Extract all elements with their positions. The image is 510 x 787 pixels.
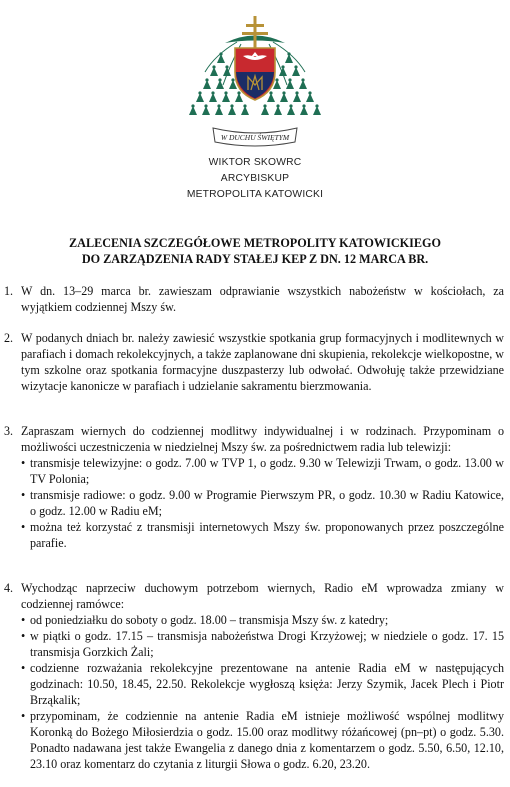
section-3: [4, 423, 504, 551]
tassel-knot: [204, 104, 207, 107]
tassel-knot: [295, 91, 298, 94]
tassel-knot: [288, 78, 291, 81]
list-item: • transmisje radiowe: o godz. 9.00 w Programie Pierwszym PR, o godz. 10.30 w Radiu Katowice, o godz. 12.00 w Radiu eM;: [21, 487, 504, 519]
tassel-knot: [217, 104, 220, 107]
tassel-knot: [218, 78, 221, 81]
tassel-knot: [205, 78, 208, 81]
broadcast-list: [21, 455, 504, 551]
tassel-knot: [281, 65, 284, 68]
tassel-knot: [231, 78, 234, 81]
list-item: • przypominam, że codziennie na antenie Radia eM istnieje możliwość wspólnej modlitwy Koronką do Bożego Miłosierdzia o godz. 15.00 oraz modlitwy różańcowej (pn–pt) o godz. 5.30. Ponadto nadawana jest także Ewangelia z danego dnia z komentarzem o godz. 5.50, 6.50, 12.10, 23.10 oraz komentarz do czytania z liturgii Słowa o godz. 6.20, 23.20.: [21, 708, 504, 772]
tassel-knot: [191, 104, 194, 107]
issuer-see: METROPOLITA KATOWICKI: [186, 189, 324, 200]
tassel-knot: [301, 78, 304, 81]
tassel-knot: [294, 65, 297, 68]
section-number: 3.: [4, 424, 14, 438]
section-text: Wychodząc naprzeciw duchowym potrzebom wiernych, Radio eM wprowadza zmiany w codziennej ramówce:: [21, 581, 504, 611]
tassel-knot: [276, 104, 279, 107]
section-number: 1.: [4, 284, 14, 298]
tassel-knot: [211, 91, 214, 94]
section-text: W dn. 13–29 marca br. zawieszam odprawianie wszystkich nabożeństw w kościołach, za wyjątkiem codziennej Mszy św.: [21, 284, 504, 314]
section-number: 4.: [4, 581, 14, 595]
archbishop-coat-of-arms: [175, 10, 335, 150]
list-item: • można też korzystać z transmisji internetowych Mszy św. proponowanych przez poszczególne parafie.: [21, 519, 504, 551]
tassel-knot: [224, 91, 227, 94]
tassel-knot: [198, 91, 201, 94]
tassel-knot: [289, 104, 292, 107]
tassel-knot: [243, 104, 246, 107]
title-line-1: ZALECENIA SZCZEGÓŁOWE METROPOLITY KATOWICKIEGO: [69, 236, 441, 250]
section-number: 2.: [4, 331, 14, 345]
issuer-name: WIKTOR SKOWRC: [208, 157, 302, 168]
tassel-knot: [263, 104, 266, 107]
tassel-knot: [315, 104, 318, 107]
document-title: [0, 235, 510, 267]
tassel-knot: [269, 91, 272, 94]
tassel-knot: [230, 104, 233, 107]
radio-schedule-list: [21, 612, 504, 772]
tassel-knot: [237, 91, 240, 94]
section-4: [4, 580, 504, 772]
tassel-knot: [302, 104, 305, 107]
list-item: • od poniedziałku do soboty o godz. 18.00 – transmisja Mszy św. z katedry;: [21, 612, 504, 628]
list-item: • transmisje telewizyjne: o godz. 7.00 w TVP 1, o godz. 9.30 w Telewizji Trwam, o godz. 13.00 w TV Polonia;: [21, 455, 504, 487]
tassel-knot: [308, 91, 311, 94]
section-2: [4, 330, 504, 394]
tassel-knot: [225, 65, 228, 68]
tassel-knot: [275, 78, 278, 81]
title-line-2: DO ZARZĄDZENIA RADY STAŁEJ KEP Z DN. 12 MARCA BR.: [81, 252, 429, 266]
tassel-knot: [282, 91, 285, 94]
issuer-role: ARCYBISKUP: [220, 173, 290, 184]
section-text: W podanych dniach br. należy zawiesić wszystkie spotkania grup formacyjnych i modlitewnych w parafiach i domach rekolekcyjnych, a także zaplanowane dni skupienia, rekolekcje wielkopostne, w tym szkolne oraz spotkania formacyjne duszpasterzy lub odwołać. Odwołuję także przewidziane wizytacje kanonicze w parafiach i udzielanie sakramentu bierzmowania.: [21, 331, 504, 393]
list-item: • w piątki o godz. 17.15 – transmisja nabożeństwa Drogi Krzyżowej; w niedziele o godz. 17. 15 transmisja Gorzkich Żali;: [21, 628, 504, 660]
crest-motto: W DUCHU ŚWIĘTYM: [220, 133, 290, 142]
list-item: • codzienne rozważania rekolekcyjne prezentowane na antenie Radia eM w następujących godzinach: 10.50, 18.45, 22.50. Rekolekcje wygłoszą księża: Jerzy Szymik, Jacek Plech i Piotr Brząkalik;: [21, 660, 504, 708]
section-1: [4, 283, 504, 315]
section-text: Zapraszam wiernych do codziennej modlitwy indywidualnej i w rodzinach. Przypominam o możliwości uczestniczenia w niedzielnej Mszy św. za pośrednictwem radia lub telewizji:: [21, 424, 504, 454]
tassel-knot: [212, 65, 215, 68]
